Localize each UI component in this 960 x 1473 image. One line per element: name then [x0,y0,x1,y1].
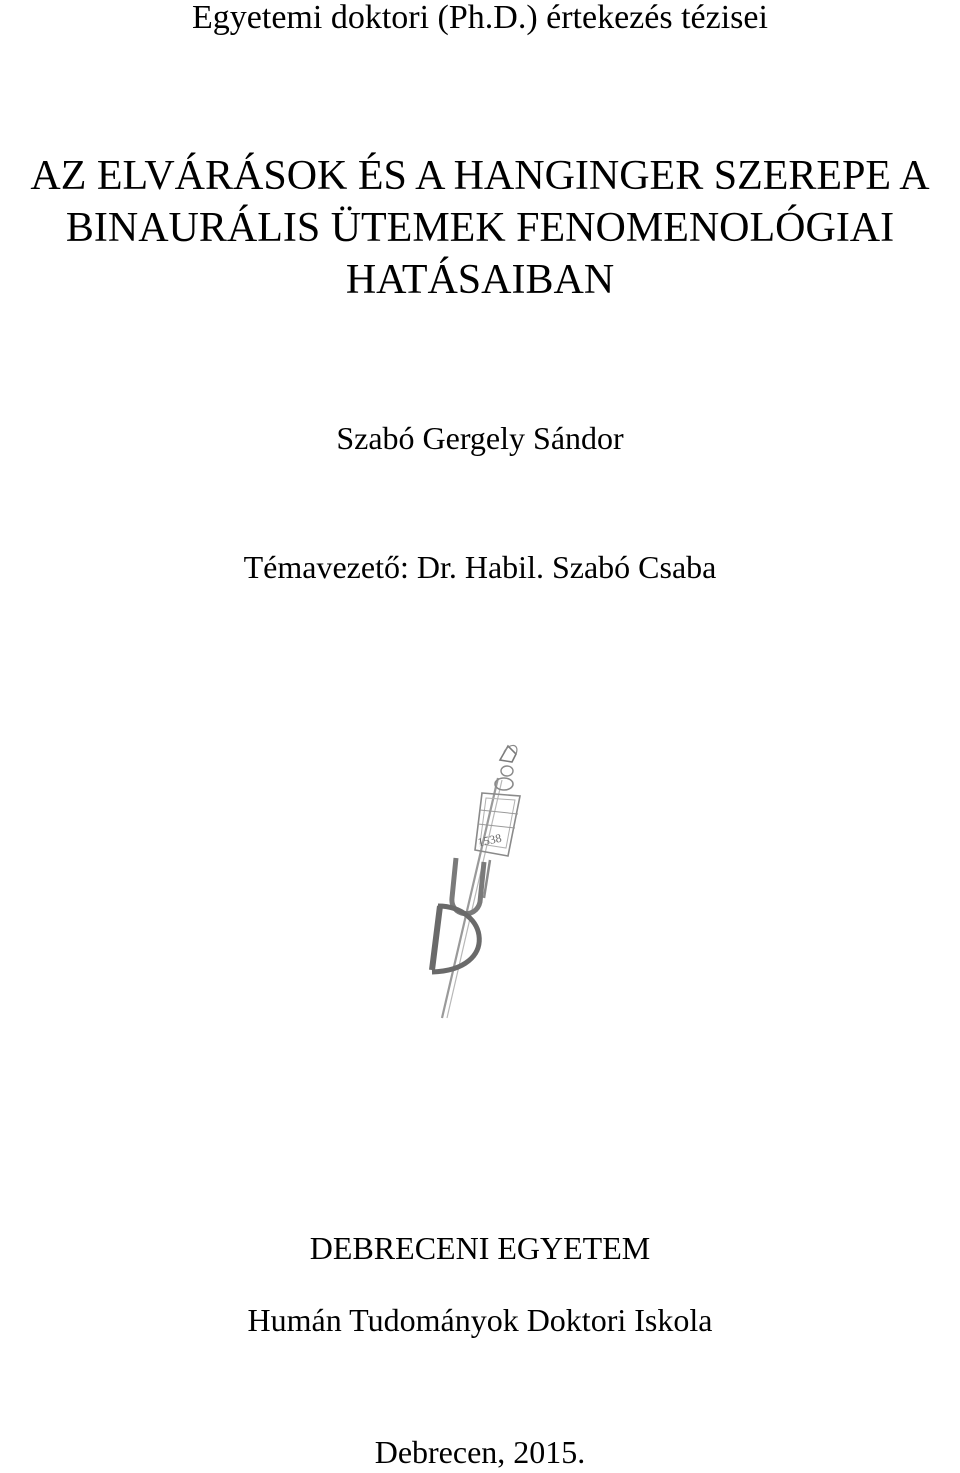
thesis-title-line-2: BINAURÁLIS ÜTEMEK FENOMENOLÓGIAI [65,205,895,251]
document-header: Egyetemi doktori (Ph.D.) értekezés tézisei [192,0,768,36]
author-name: Szabó Gergely Sándor [336,420,624,456]
thesis-title-line-1: AZ ELVÁRÁSOK ÉS A HANGINGER SZEREPE A [30,153,930,199]
place-and-date: Debrecen, 2015. [374,1434,586,1470]
thesis-title [0,150,960,306]
university-name: DEBRECENI EGYETEM [309,1230,651,1266]
thesis-title-line-3: HATÁSAIBAN [345,257,615,303]
university-logo-icon [420,738,540,1023]
logo-year: 1538 [476,830,503,850]
doctoral-school-name: Humán Tudományok Doktori Iskola [247,1302,713,1338]
supervisor-line: Témavezető: Dr. Habil. Szabó Csaba [243,549,717,585]
